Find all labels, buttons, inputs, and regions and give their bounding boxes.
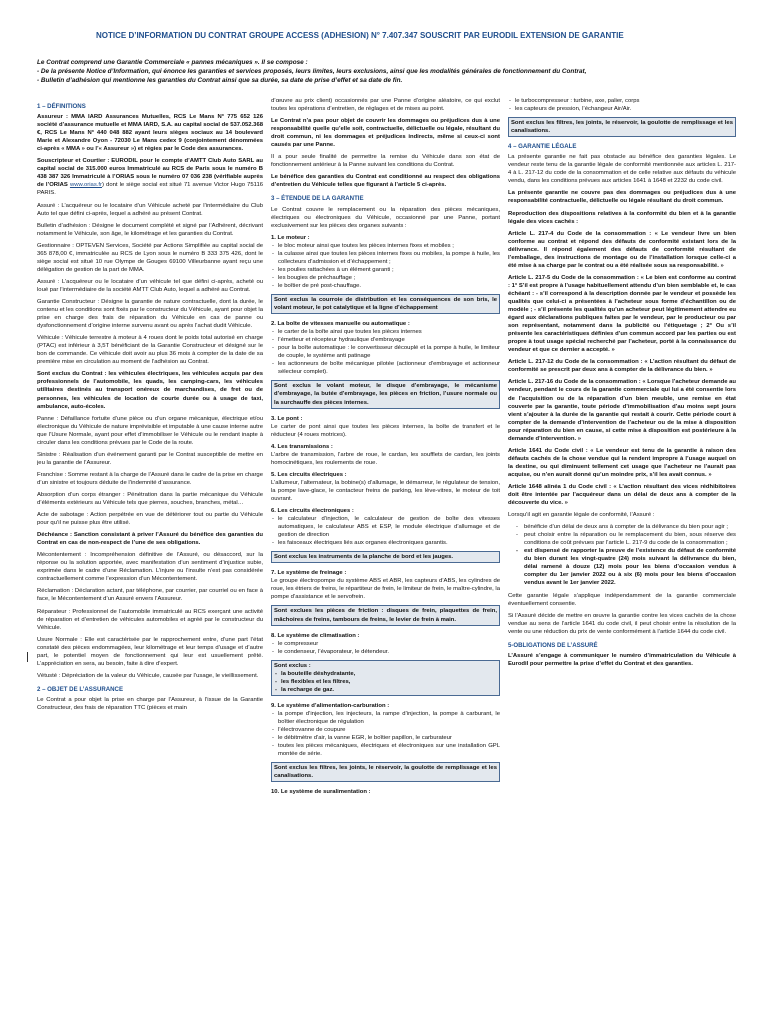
transmissions-text: L’arbre de transmission, l’arbre de roue, le cardan, les soufflets de cardan, les joints homocinétiques, les roulements de roue.	[271, 451, 500, 466]
article-1641: Article 1641 du Code civil : « Le vendeur est tenu de la garantie à raison des défauts cachés de la chose vendue qui la rendent impropre à l’usage auquel on la destine, ou qui diminuent tellement cet usage que l’acheteur ne l’aurait pas acquise, ou n’en aurait donné qu’un moindre prix, s’il les avait connus. »	[508, 447, 736, 478]
article-l217-12: Article L. 217-12 du Code de la consommation : « L’action résultant du défaut de conformité se prescrit par deux ans à compter de la délivrance du bien. »	[508, 359, 736, 374]
exclusion-list	[274, 670, 497, 694]
list-item: - peut choisir entre la réparation ou le remplacement du bien, sous réserve des conditions de coût prévues par l’article L. 217-9 du code de la consommation ;	[508, 531, 736, 547]
organ-heading-suralimentation: 10. Le système de suralimentation :	[271, 789, 371, 796]
list-item: - les bougies de préchauffage ;	[271, 274, 500, 282]
definition-garantie-constructeur: Garantie Constructeur : Désigne la garantie de nature contractuelle, dont la durée, le contenu et les conditions sont fixés par le constructeur du Véhicule, ayant pour objet la prise en charge des frais de réparation du Véhicule en cas de panne ou dysfonctionnement d’origine interne survenu avant ou après l’achat dudit Véhicule.	[37, 298, 263, 330]
organ-heading-freinage: 7. Le système de freinage :	[271, 570, 347, 577]
list-item: - la culasse ainsi que toutes les pièces internes fixes ou mobiles, la pompe à huile, les collecteurs d’admission et d’échappement ;	[271, 250, 500, 266]
definition-panne: Panne : Défaillance fortuite d’une pièce ou d’un organe mécanique, électrique et/ou électronique du Véhicule de nature imprévisible et imputable à une cause interne autre que l’Usure Normale, ayant pour effet d’immobiliser le Véhicule ou le rendant inapte à circuler dans les conditions prévues par le Code de la route.	[37, 415, 263, 446]
definition-absorption: Absorption d’un corps étranger : Pénétration dans la partie mécanique du Véhicule d’éléments extérieurs au Véhicule tels que pierres, souches, branches, métal…	[37, 491, 263, 507]
list-item: - le carter de la boîte ainsi que toutes les pièces internes	[271, 328, 500, 336]
definition-franchise: Franchise : Somme restant à la charge de l’Assuré dans le cadre de la prise en charge d’un sinistre et toujours déduite de l’indemnité d’assurance.	[37, 471, 263, 486]
vehicule-exclusions: Sont exclus du Contrat : les véhicules électriques, les véhicules acquis par des professionnels de l’automobile, les quads, les camping-cars, les véhicules utilitaires destinés au transport onéreux de marchandises, de fret ou de personnes, les véhicules de location de courte durée ou à usage de taxi, ambulance, auto-écoles.	[37, 371, 263, 410]
list-item: - est dispensé de rapporter la preuve de l’existence du défaut de conformité du bien durant les vingt-quatre (24) mois suivant la délivrance du bien, délai ramené à douze (12) mois pour les biens d’occasion vendus à compter du 1er janvier 2022 ou à six (6) mois pour les biens d’occasion vendus avant le 1er janvier 2022.	[508, 547, 736, 587]
section-heading-definitions: 1 – DÉFINITIONS	[37, 103, 86, 110]
exclusion-box-alimentation: Sont exclus les filtres, les joints, le réservoir, la goulotte de remplissage et les canalisations.	[271, 762, 500, 782]
list-item: - pour la boîte automatique : le convertisseur découplé et la pompe à huile, le limiteur de couple, le système anti patinage	[271, 344, 500, 360]
intro-line: - Bulletin d’adhésion qui mentionne les garanties du Contrat ainsi que sa durée, sa date de prise d’effet et sa date de fin.	[37, 77, 403, 84]
exclusion-title: Sont exclus :	[274, 662, 311, 669]
article-1648: Article 1648 alinéa 1 du Code civil : « L’action résultant des vices rédhibitoires doit être intentée par l’acquéreur dans un délai de deux ans à compter de la découverte du vice. »	[508, 483, 736, 507]
list-item: - le condenseur, l’évaporateur, le détendeur.	[271, 648, 500, 656]
objet-continued: d’œuvre au prix client) occasionnés par une Panne d’origine aléatoire, ce qui exclut toutes les opérations d’entretien, de réglages et de mises au point.	[271, 98, 500, 113]
turbo-list	[508, 97, 736, 113]
exclusion-box-boite: Sont exclus le volant moteur, le disque d’embrayage, le mécanisme d’embrayage, la butée d’embrayage, les pièces en friction, l’usure normale ou la surchauffe des pièces internes.	[271, 380, 500, 408]
list-item: - le turbocompresseur : turbine, axe, palier, corps	[508, 97, 736, 105]
section-heading-objet: 2 – OBJET DE L’ASSURANCE	[37, 685, 124, 693]
article-l217-4: Article L. 217-4 du Code de la consommation : « Le vendeur livre un bien conforme au contrat et répond des défauts de conformité existant lors de la délivrance. Il répond également des défauts de conformité résultant de l’emballage, des instructions de montage ou de l’installation lorsque celle-ci a été mise à sa charge par le contrat ou a été réalisée sous sa responsabilité. »	[508, 230, 736, 269]
list-item: - les capteurs de pression, l’échangeur Air/Air.	[508, 105, 736, 113]
definition-decheance: Déchéance : Sanction consistant à priver l’Assuré du bénéfice des garanties du Contrat en cas de non-respect de l’une de ses obligations.	[37, 532, 263, 547]
definition-reclamation: Réclamation : Déclaration actant, par téléphone, par courrier, par courriel ou en face à face, le Mécontentement d’un Assuré envers l’Assureur.	[37, 588, 263, 603]
intro-line: - De la présente Notice d’Information, qui énonce les garanties et services proposés, leurs limites, leurs exclusions, ainsi que les modalités générales de fonctionnement du Contrat,	[37, 68, 587, 75]
definition-assure: Assuré : L’acquéreur ou le locataire d’un Véhicule acheté par l’intermédiaire du Club Auto tel que défini ci-après, lequel a adhéré au présent Contrat.	[37, 202, 263, 217]
exclusion-box-electronique: Sont exclus les instruments de la planche de bord et les jauges.	[271, 551, 500, 563]
column-middle	[271, 97, 500, 1022]
list-item: - le boîtier de pré post-chauffage.	[271, 282, 500, 290]
definition-souscripteur	[37, 157, 263, 197]
organ-heading-transmissions: 4. Les transmissions :	[271, 443, 333, 450]
conformite-intro: Lorsqu’il agit en garantie légale de conformité, l’Assuré :	[508, 512, 655, 519]
etendue-intro: Le Contrat couvre le remplacement ou la réparation des pièces mécaniques, électriques ou électroniques du Véhicule, occasionné par une Panne, portant exclusivement sur les pièces des organes suivants :	[271, 206, 500, 229]
legale-intro: La présente garantie ne fait pas obstacle au bénéfice des garanties légales. Le vendeur reste tenu de la garantie légale de conformité mentionnée aux articles L. 217-4 à L. 217-12 du code de la consommation et de celle relative aux défauts du véhicule vendu, dans les conditions prévues aux articles 1641 à 1648 et 2232 du code civil.	[508, 154, 736, 185]
organ-heading-climatisation: 8. Le système de climatisation :	[271, 632, 360, 639]
list-item: - l’émetteur et récepteur hydraulique d’embrayage	[271, 336, 500, 344]
exclusion-box-climatisation	[271, 660, 500, 696]
souscripteur-end: ) dont le siège social est situé 71 avenue Victor Hugo 75116 PARIS.	[37, 182, 263, 197]
conformite-list	[508, 523, 736, 587]
objet-condition: Le bénéfice des garanties du Contrat est conditionné au respect des obligations d’entretien du Véhicule telles que figurant à l’article 5 ci-après.	[271, 174, 500, 189]
organ-heading-boite: 2. La boîte de vitesses manuelle ou automatique :	[271, 321, 410, 328]
objet-finalite: Il a pour seule finalité de permettre la remise du Véhicule dans son état de fonctionnement antérieur à la Panne suivant les conditions du Contrat.	[271, 154, 500, 169]
list-item: - l’électrovanne de coupure	[271, 726, 500, 734]
column-right	[508, 97, 736, 1022]
list-item: - le bloc moteur ainsi que toutes les pièces internes fixes et mobiles ;	[271, 242, 500, 250]
section-heading-garantie-legale: 4 – GARANTIE LÉGALE	[508, 143, 577, 151]
objet-text: Le Contrat a pour objet la prise en charge par l’Assureur, à l’issue de la Garantie Constructeur, des frais de réparation TTC (pièces et main	[37, 696, 263, 711]
article-l217-5: Article L. 217-5 du Code de la consommation : « Le bien est conforme au contrat : 1° S’il est propre à l’usage habituellement attendu d’un bien semblable et, le cas échéant : - s’il correspond à la description donnée par le vendeur et possède les qualités que celui-ci a présentées à l’acheteur sous forme d’échantillon ou de modèle ; - s’il présente les qualités qu’un acheteur peut légitimement attendre eu égard aux déclarations publiques faites par le vendeur, par le producteur ou par son représentant, notamment dans la publicité ou l’étiquetage ; 2° Ou s’il présente les caractéristiques définies d’un commun accord par les parties ou est propre à tout usage spécial recherché par l’acheteur, porté à la connaissance du vendeur et que ce dernier a accepté. »	[508, 274, 736, 354]
list-item: - bénéficie d’un délai de deux ans à compter de la délivrance du bien pour agir ;	[508, 523, 736, 531]
list-item: - toutes les pièces mécaniques, électriques et électroniques sur une installation GPL montée de série.	[271, 742, 500, 758]
definition-vetuste: Vétusté : Dépréciation de la valeur du Véhicule, causée par l’usage, le vieillissement.	[37, 672, 259, 679]
definition-assureur: Assureur : MMA IARD Assurances Mutuelles, RCS Le Mans N° 775 652 126 société d’assurance mutuelle et MMA IARD, S.A. au capital social de 537.052.368 €, RCS Le Mans N° 440 048 882 ayant leurs sièges sociaux au 14 boulevard Marie et Alexandre Oyon - 72030 Le Mans cedex 9 (conjointement dénommées ci-après « MMA » ou l’« Assureur ») et régies par le Code des assurances.	[37, 114, 263, 153]
definition-mecontentement: Mécontentement : Incompréhension définitive de l’Assuré, ou désaccord, sur la réponse ou la solution apportée, avec manifestation d’un sentiment d’injustice subie, exprimée dans le cadre d’une Réclamation. L’injure ou l’insulte n’est pas considérée contractuellement comme l’expression d’un Mécontentement.	[37, 552, 263, 583]
definition-reparateur: Réparateur : Professionnel de l’automobile immatriculé au RCS exerçant une activité de réparation et d’entretien de véhicules automobiles et agréé par le constructeur du Véhicule.	[37, 608, 263, 631]
definition-usure: Usure Normale : Elle est caractérisée par le rapprochement entre, d’une part l’état constaté des pièces endommagées, leur kilométrage et leur temps d’usage et d’autre part, le potentiel moyen de fonctionnement qui leur est usuellement prêté. L’appréciation en sera, au besoin, faite à dire d’expert.	[37, 636, 263, 667]
organ-heading-circuits-electriques: 5. Les circuits électriques :	[271, 471, 347, 478]
list-item: - les poulies rattachées à un élément garanti ;	[271, 266, 500, 274]
organ-heading-moteur: 1. Le moteur :	[271, 234, 310, 241]
section-heading-etendue: 3 – ÉTENDUE DE LA GARANTIE	[271, 195, 364, 203]
intro-line: Le Contrat comprend une Garantie Commerciale « pannes mécaniques ». Il se compose :	[37, 59, 308, 66]
definition-gestionnaire: Gestionnaire : OPTEVEN Services, Société par Actions Simplifiée au capital social de 365 878,00 €, immatriculée au RCS de Lyon sous le numéro B 333 375 426, dont le siège social est situé 10 rue Olympe de Gouges 69100 Villeurbanne ayant reçu une délégation de gestion de la part de MMA.	[37, 242, 263, 273]
list-item: - la bouteille déshydratante,	[274, 670, 497, 678]
list-item: - les flexibles et les filtres,	[274, 678, 497, 686]
circuits-electriques-text: L’allumeur, l’alternateur, la bobine(s) d’allumage, le démarreur, le régulateur de tension, la pompe lave-glace, le contacteur freins de parking, les lève-vitres, le moteur de toit ouvrant.	[271, 479, 500, 502]
definition-sabotage: Acte de sabotage : Action perpétrée en vue de détériorer tout ou partie du Véhicule pour qu’il ne puisse plus être utilisé.	[37, 512, 263, 527]
obligation-immatriculation: L’Assuré s’engage à communiquer le numéro d’immatriculation du Véhicule à Eurodil pour permettre la prise d’effet du Contrat et des garanties.	[508, 652, 736, 667]
definition-assure-2: Assuré : L’acquéreur ou le locataire d’un véhicule tel que défini ci-après, acheté ou loué par l’intermédiaire de la société AMTT Club Auto, lequel a adhéré au Contrat.	[37, 278, 263, 293]
souscripteur-text: Souscripteur et Courtier : EURODIL pour le compte d’AMTT Club Auto SARL au capital social de 315.000 euros Immatriculé au RCS de Paris sous le numéro B 438 387 326 Immatriculé à l’ORIAS sous le numéro 07 036 238 (vérifiable auprès de l’ORIAS	[37, 158, 263, 189]
alimentation-list	[271, 710, 500, 758]
column-left	[37, 97, 263, 1022]
orias-link[interactable]: www.orias.fr	[69, 182, 103, 189]
document-intro	[37, 58, 737, 85]
list-item: - le débitmètre d’air, la vanne EGR, le boîtier papillon, le carburateur	[271, 734, 500, 742]
section-heading-obligations: 5-OBLIGATIONS DE L’ASSURÉ	[508, 641, 598, 649]
article-l217-16: Article L. 217-16 du Code de la consommation : « Lorsque l’acheteur demande au vendeur, pendant le cours de la garantie commerciale qui lui a été consentie lors de l’acquisition ou de la réparation d’un bien meuble, une remise en état couverte par la garantie, toute période d’immobilisation d’au moins sept jours vient s’ajouter à la durée de la garantie qui restait à courir. Cette période court à compter de la demande d’intervention de l’acheteur ou de la mise à disposition pour réparation du bien en cause, si cette mise à disposition est postérieure à la demande d’intervention. »	[508, 379, 736, 442]
garantie-independante: Cette garantie légale s’applique indépendamment de la garantie commerciale éventuellement consentie.	[508, 592, 736, 607]
list-item: - le calculateur d’injection, le calculateur de gestion de boîte des vitesses automatiques, le calculateur ABS et ESP, le module électrique d’allumage et de gestion de direction	[271, 515, 500, 539]
definition-sinistre: Sinistre : Réalisation d’un événement garanti par le Contrat susceptible de mettre en jeu la garantie de l’Assureur.	[37, 451, 263, 466]
organ-heading-alimentation: 9. Le système d’alimentation-carburation :	[271, 702, 390, 709]
climatisation-list	[271, 640, 500, 656]
legale-reproduction: Reproduction des dispositions relatives à la conformité du bien et à la garantie légale des vices cachés :	[508, 210, 736, 225]
exclusion-box-turbo: Sont exclus les filtres, les joints, le réservoir, la goulotte de remplissage et les canalisations.	[508, 117, 736, 137]
organ-heading-circuits-electroniques: 6. Les circuits électroniques :	[271, 508, 354, 515]
objet-responsabilite: Le Contrat n’a pas pour objet de couvrir les dommages ou préjudices dus à une responsabilité quelle qu’elle soit, contractuelle, délictuelle ou légale, résultant du droit commun, ni les dommages et préjudices indirects, même si ceux-ci sont causés par une Panne.	[271, 118, 500, 149]
list-item: - les faisceaux électriques liés aux organes électroniques garantis.	[271, 539, 500, 547]
margin-mark	[27, 652, 28, 662]
document-title: NOTICE D’INFORMATION DU CONTRAT GROUPE ACCESS (ADHESION) N° 7.407.347 SOUSCRIT PAR EURODIL EXTENSION DE GARANTIE	[96, 31, 624, 40]
definition-bulletin: Bulletin d’adhésion : Désigne le document complété et signé par l’Adhérent, décrivant notamment le Véhicule, son âge, le kilométrage et les garanties du Contrat.	[37, 222, 263, 237]
freinage-text: Le groupe électropompe du système ABS et ABR, les capteurs d’ABS, les cylindres de roue, les étriers de freins, le répartiteur de frein, le limiteur de frein, le maître-cylindre, la pompe d’assistance et le servofrein.	[271, 578, 500, 601]
exclusion-box-freinage: Sont exclues les pièces de friction : disques de frein, plaquettes de frein, mâchoires de freins, tambours de freins, le levier de frein à main.	[271, 605, 500, 625]
boite-list	[271, 328, 500, 376]
legale-responsabilite: La présente garantie ne couvre pas des dommages ou préjudices dus à une responsabilité contractuelle, délictuelle ou légale résultant du droit commun.	[508, 190, 736, 205]
organ-heading-pont: 3. Le pont :	[271, 415, 303, 422]
vices-caches: Si l’Assuré décide de mettre en œuvre la garantie contre les vices cachés de la chose vendue au sens de l’article 1641 du code civil, il peut choisir entre la résolution de la vente ou une réduction du prix de vente conformément à l’article 1644 du code civil.	[508, 612, 736, 635]
exclusion-box-moteur: Sont exclus la courroie de distribution et les conséquences de son bris, le volant moteur, le pot catalytique et la ligne d’échappement	[271, 294, 500, 314]
list-item: - la pompe d’injection, les injecteurs, la rampe d’injection, la pompe à carburant, le boîtier électronique de régulation	[271, 710, 500, 726]
list-item: - le compresseur	[271, 640, 500, 648]
moteur-list	[271, 242, 500, 290]
pont-text: Le carter de pont ainsi que toutes les pièces internes, la boîte de transfert et le réducteur (4 roues motrices).	[271, 423, 500, 438]
list-item: - la recharge de gaz.	[274, 686, 497, 694]
definition-vehicule: Véhicule : Véhicule terrestre à moteur à 4 roues dont le poids total autorisé en charge (PTAC) est inférieur à 3,5T bénéficiant de la Garantie Constructeur et désigné sur le bon de commande. Ce véhicule doit avoir au plus 36 mois à compter de la date de sa première mise en circulation au moment de l’adhésion au Contrat.	[37, 335, 263, 366]
electronique-list	[271, 515, 500, 547]
list-item: - les actionneurs de boîte mécanique pilotée (actionneur d’embrayage et actionneur sélecteur complet).	[271, 360, 500, 376]
